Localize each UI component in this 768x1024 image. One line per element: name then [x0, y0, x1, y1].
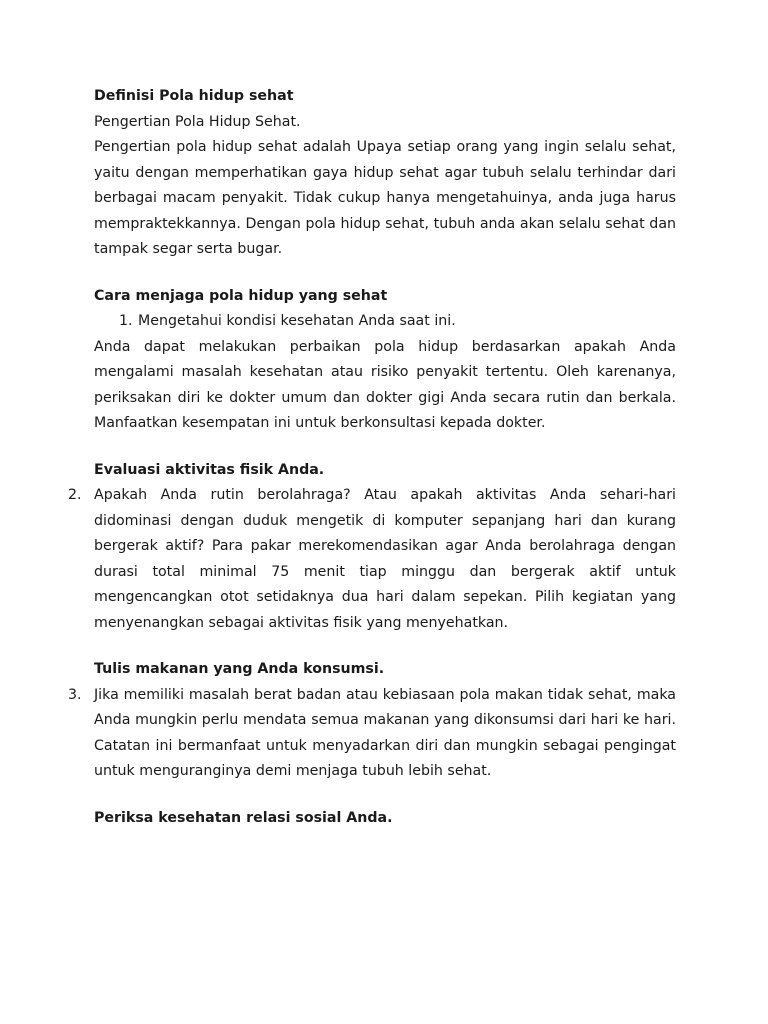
- paragraph-pengertian: Pengertian pola hidup sehat adalah Upaya setiap orang yang ingin selalu sehat, yaitu dengan memperhatikan gaya hidup sehat agar tubuh selalu terhindar dari berbagai macam penyakit. Tidak cukup hanya mengetahuinya, anda juga harus mempraktekkannya. Dengan pola hidup sehat, tubuh anda akan selalu sehat dan tampak segar serta bugar.: [94, 139, 676, 257]
- heading-definisi: Definisi Pola hidup sehat: [94, 88, 294, 104]
- heading-relasi-sosial: Periksa kesehatan relasi sosial Anda.: [94, 809, 393, 826]
- heading-cara-menjaga: Cara menjaga pola hidup yang sehat: [94, 287, 388, 304]
- list-item-1: [94, 309, 676, 335]
- paragraph-kondisi-kesehatan: Anda dapat melakukan perbaikan pola hidup berdasarkan apakah Anda mengalami masalah kesehatan atau risiko penyakit tertentu. Oleh karenanya, periksakan diri ke dokter umum dan dokter gigi Anda secara rutin dan berkala. Manfaatkan kesempatan ini untuk berkonsultasi kepada dokter.: [94, 338, 676, 431]
- subtitle-pengertian: Pengertian Pola Hidup Sehat.: [94, 113, 301, 130]
- paragraph-aktivitas-fisik: Apakah Anda rutin berolahraga? Atau apakah aktivitas Anda sehari-hari didominasi dengan duduk mengetik di komputer sepanjang hari dan kurang bergerak aktif? Para pakar merekomendasikan agar Anda berolahraga dengan durasi total minimal 75 menit tiap minggu dan bergerak aktif untuk mengencangkan otot setidaknya dua hari dalam sepekan. Pilih kegiatan yang menyenangkan sebagai aktivitas fisik yang menyehatkan.: [94, 487, 676, 631]
- list-item-3: [68, 683, 676, 785]
- list-item-2: [68, 483, 676, 636]
- list-number-3: 3.: [68, 686, 82, 703]
- document-content: [68, 84, 676, 831]
- paragraph-makanan: Jika memiliki masalah berat badan atau kebiasaan pola makan tidak sehat, maka Anda mungkin perlu mendata semua makanan yang dikonsumsi dari hari ke hari. Catatan ini bermanfaat untuk menyadarkan diri dan mungkin sebagai pengingat untuk menguranginya demi menjaga tubuh lebih sehat.: [94, 686, 676, 779]
- spacer: [94, 263, 676, 284]
- spacer: [94, 785, 676, 806]
- spacer: [94, 636, 676, 657]
- list-number-1: 1.: [119, 313, 133, 329]
- spacer: [94, 437, 676, 458]
- heading-evaluasi-aktivitas: Evaluasi aktivitas fisik Anda.: [94, 461, 325, 478]
- list-number-2: 2.: [68, 487, 82, 503]
- list-item-1-text: Mengetahui kondisi kesehatan Anda saat ini.: [138, 313, 456, 329]
- heading-tulis-makanan: Tulis makanan yang Anda konsumsi.: [94, 661, 385, 677]
